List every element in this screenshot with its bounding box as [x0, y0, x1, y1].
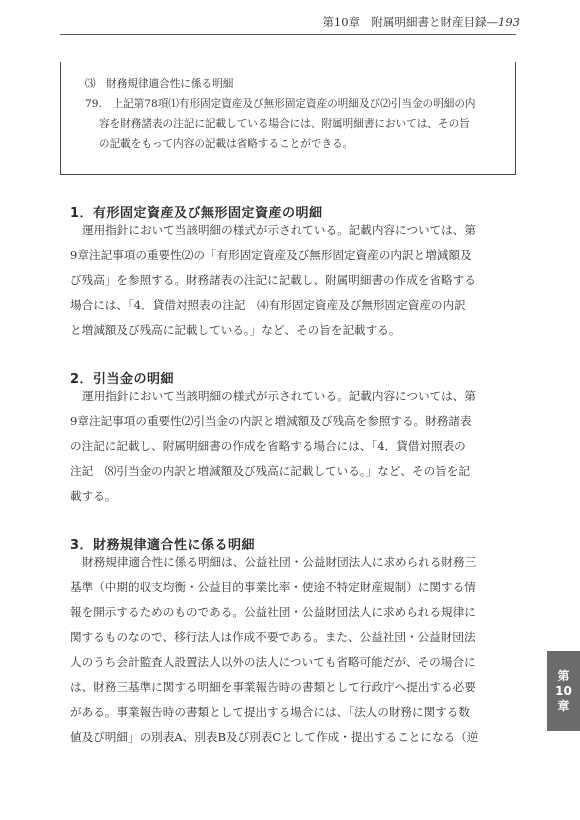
chapter-thumb-tab [547, 651, 580, 731]
quoted-guideline-box [60, 62, 516, 175]
tab-top-char: 第 [557, 668, 570, 683]
running-header [322, 14, 520, 30]
paragraph-line: 注記 ⑻引当金の内訳と増減額及び残高に記載している。」など、その旨を記 [70, 464, 470, 478]
box-body [85, 94, 501, 154]
header-title: 附属明細書と財産目録 [371, 15, 487, 29]
page-number: 193 [498, 15, 520, 29]
paragraph-line: 値及び明細」の別表A、別表B及び別表Cとして作成・提出することになる（逆 [70, 730, 479, 744]
paragraph-line: 運用指針において当該明細の様式が示されている。記載内容については、第 [82, 389, 476, 403]
paragraph-line: び残高」を参照する。財務諸表の注記に記載し、附属明細書の作成を省略する [70, 273, 476, 287]
paragraph-line: 運用指針において当該明細の様式が示されている。記載内容については、第 [82, 223, 476, 237]
section-heading: 2．引当金の明細 [70, 372, 175, 387]
box-line: 容を財務諸表の注記に記載している場合には、附属明細書においては、その旨 [99, 118, 470, 130]
box-line: 79. 上記第78項⑴有形固定資産及び無形固定資産の明細及び⑵引当金の明細の内 [85, 98, 476, 110]
paragraph-line: 9章注記事項の重要性⑵の「有形固定資産及び無形固定資産の内訳と増減額及 [70, 248, 472, 262]
section-paragraph [70, 218, 516, 343]
paragraph-line: 財務規律適合性に係る明細は、公益社団・公益財団法人に求められる財務三 [82, 555, 477, 569]
header-dash: — [486, 15, 499, 29]
section-paragraph [70, 550, 516, 750]
tab-chapter-number: 10 [555, 683, 572, 698]
paragraph-line: 人のうち会計監査人設置法人以外の法人についても省略可能だが、その場合に [70, 655, 476, 669]
paragraph-line: 基準（中期的収支均衡・公益目的事業比率・使途不特定財産規制）に関する情 [70, 580, 476, 594]
section-heading: 3．財務規律適合性に係る明細 [70, 538, 256, 553]
paragraph-line: は、財務三基準に関する明細を事業報告時の書類として行政庁へ提出する必要 [70, 680, 476, 694]
paragraph-line: 関するものなので、移行法人は作成不要である。また、公益社団・公益財団法 [70, 630, 476, 644]
header-chapter: 第10章 [322, 15, 361, 29]
section-heading: 1．有形固定資産及び無形固定資産の明細 [70, 206, 323, 221]
tab-bottom-char: 章 [557, 698, 570, 713]
header-rule [60, 34, 516, 35]
paragraph-line: 報を開示するためのものである。公益社団・公益財団法人に求められる規律に [70, 605, 476, 619]
paragraph-line: と増減額及び残高に記載している。」など、その旨を記載する。 [70, 323, 401, 337]
paragraph-line: 載する。 [70, 489, 117, 503]
box-item-label: ⑶ 財務規律適合性に係る明細 [85, 78, 234, 90]
paragraph-line: の注記に記載し、附属明細書の作成を省略する場合には、「4．貸借対照表の [70, 439, 466, 453]
paragraph-line: がある。事業報告時の書類として提出する場合には、「法人の財務に関する数 [70, 705, 470, 719]
paragraph-line: 場合には、「4．貸借対照表の注記 ⑷有形固定資産及び無形固定資産の内訳 [70, 298, 466, 312]
paragraph-line: 9章注記事項の重要性⑵引当金の内訳と増減額及び残高を参照する。財務諸表 [70, 414, 472, 428]
section-paragraph [70, 384, 516, 509]
box-line: の記載をもって内容の記載は省略することができる。 [99, 138, 354, 150]
